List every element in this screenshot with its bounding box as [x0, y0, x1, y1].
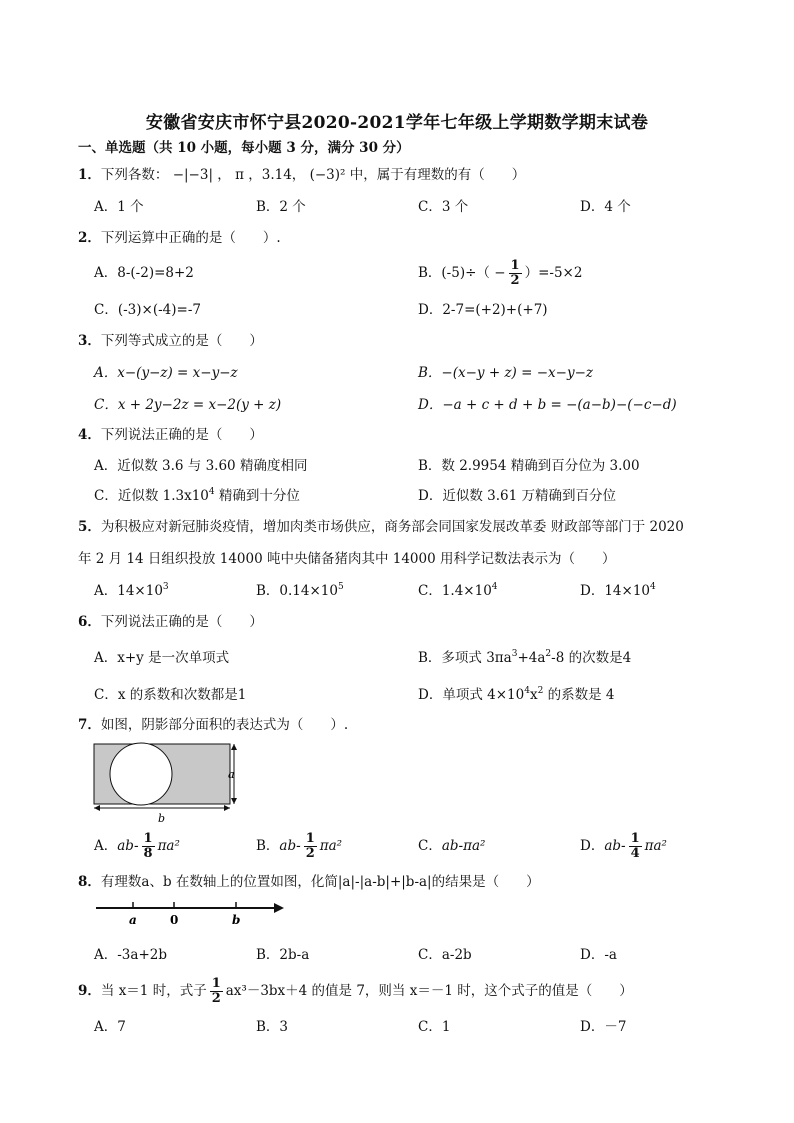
label-b: b [232, 913, 241, 927]
q4-option-a: A．近似数 3.6 与 3.60 精确度相同 [94, 458, 308, 474]
question-number: 9． [78, 983, 101, 999]
fraction: $\frac{1}{2}$ [305, 831, 315, 861]
q4-option-c: C．近似数 $1.3x10^4$ 精确到十分位 [94, 487, 300, 504]
question-8 [78, 872, 540, 892]
fraction: $\frac{1}{2}$ [211, 976, 221, 1006]
white-circle [110, 743, 172, 805]
q9-option-c: C．1 [418, 1019, 451, 1035]
question-stem: 有理数a、b 在数轴上的位置如图，化简|a|-|a-b|+|b-a|的结果是（ ） [100, 874, 540, 890]
q3-option-b: B．−(x−y + z) = −x−y−z [418, 365, 594, 381]
question-4 [78, 425, 263, 445]
q5-option-c: C．$1.4\times 10^4$ [418, 582, 498, 599]
question-2 [78, 228, 281, 248]
q1-option-a: A．1 个 [94, 199, 144, 215]
q5-option-d: D．$14\times 10^4$ [580, 582, 656, 599]
question-3 [78, 331, 263, 351]
q3-option-d: D．−a + c + d + b = −(a−b)−(−c−d) [418, 397, 677, 413]
q6-option-a: A．x+y 是一次单项式 [94, 650, 230, 666]
question-stem: 如图，阴影部分面积的表达式为（ ）. [100, 717, 349, 733]
q7-option-d: D．ab- $\frac{1}{4}$ πa² [580, 831, 667, 861]
q8-option-c: C．a-2b [418, 947, 472, 963]
fraction: $\frac{1}{4}$ [630, 831, 640, 861]
q9-option-d: D．－7 [580, 1019, 627, 1035]
label-a: a [228, 768, 235, 781]
number-line-figure [90, 896, 290, 930]
question-stem: 下列等式成立的是（ ） [100, 333, 263, 349]
q5-option-a: A．$14\times 10^3$ [94, 582, 169, 599]
question-number: 6． [78, 614, 101, 630]
label-0: 0 [170, 913, 179, 927]
q5-option-b: B．$0.14\times 10^5$ [256, 582, 344, 599]
q6-option-c: C．x 的系数和次数都是1 [94, 687, 247, 703]
label-a: a [129, 913, 137, 927]
q7-option-a: A．ab- $\frac{1}{8}$ πa² [94, 831, 180, 861]
question-stem: 为积极应对新冠肺炎疫情，增加肉类市场供应，商务部会同国家发展改革委 财政部等部门于 2020 [100, 519, 684, 535]
fraction: $\frac{1}{8}$ [143, 831, 153, 861]
question-9: 9．当 x＝1 时，式子 $\frac{1}{2}$ ax³－3bx＋4 的值是 7，则当 x＝－1 时，这个式子的值是（ ） [78, 976, 633, 1006]
question-1 [78, 165, 525, 185]
q9-option-b: B．3 [256, 1019, 289, 1035]
question-number: 2． [78, 230, 101, 246]
question-5-line-2: 年 2 月 14 日组织投放 14000 吨中央储备猪肉其中 14000 用科学记数法表示为（ ） [78, 551, 616, 567]
question-6 [78, 612, 263, 632]
section-heading: 一、单选题（共 10 小题，每小题 3 分，满分 30 分） [78, 140, 410, 156]
q2-option-d: D．2-7=(+2)+(+7) [418, 302, 548, 318]
question-stem: 下列说法正确的是（ ） [100, 614, 263, 630]
q2-option-a: A．8-(-2)=8+2 [94, 265, 194, 281]
q3-option-a: A．x−(y−z) = x−y−z [94, 365, 238, 381]
page-title: 安徽省安庆市怀宁县2020-2021学年七年级上学期数学期末试卷 [145, 113, 649, 133]
q7-option-b: B．ab- $\frac{1}{2}$ πa² [256, 831, 343, 861]
q4-option-b: B．数 2.9954 精确到百分位为 3.00 [418, 458, 640, 474]
question-7 [78, 715, 348, 735]
q4-option-d: D．近似数 3.61 万精确到百分位 [418, 488, 616, 504]
question-stem: 下列运算中正确的是（ ）. [100, 230, 281, 246]
q9-option-a: A．7 [94, 1019, 126, 1035]
q3-option-c: C．x + 2y−2z = x−2(y + z) [94, 397, 282, 413]
q6-option-d: D．单项式 $4\times 10^4x^2$ 的系数是 4 [418, 686, 615, 703]
q1-option-c: C．3 个 [418, 199, 469, 215]
fraction: $\frac{1}{2}$ [510, 258, 520, 288]
q1-option-b: B．2 个 [256, 199, 306, 215]
q8-option-b: B．2b-a [256, 947, 310, 963]
question-5 [78, 517, 684, 537]
q7-option-c: C．ab-πa² [418, 838, 486, 854]
question-number: 4． [78, 427, 101, 443]
q2-option-b: B．(-5)÷（ − $\frac{1}{2}$ ）=-5×2 [418, 258, 583, 288]
q8-option-d: D．-a [580, 947, 617, 963]
question-number: 8． [78, 874, 101, 890]
q1-option-d: D．4 个 [580, 199, 631, 215]
q2-option-c: C．(-3)×(-4)=-7 [94, 302, 201, 318]
question-number: 1． [78, 167, 101, 183]
question-stem: 下列说法正确的是（ ） [100, 427, 263, 443]
question-number: 5． [78, 519, 101, 535]
q8-option-a: A．-3a+2b [94, 947, 167, 963]
arrow-head [274, 903, 284, 913]
question-number: 3． [78, 333, 101, 349]
shaded-rectangle-figure [90, 740, 250, 830]
label-b: b [158, 812, 166, 825]
question-number: 7． [78, 717, 101, 733]
question-stem: 下列各数： −|−3| ， π ，3.14， (−3)² 中，属于有理数的有（ ） [100, 167, 526, 183]
q6-option-b: B．多项式 $3\pi a^3+4a^2-8$ 的次数是4 [418, 649, 632, 666]
